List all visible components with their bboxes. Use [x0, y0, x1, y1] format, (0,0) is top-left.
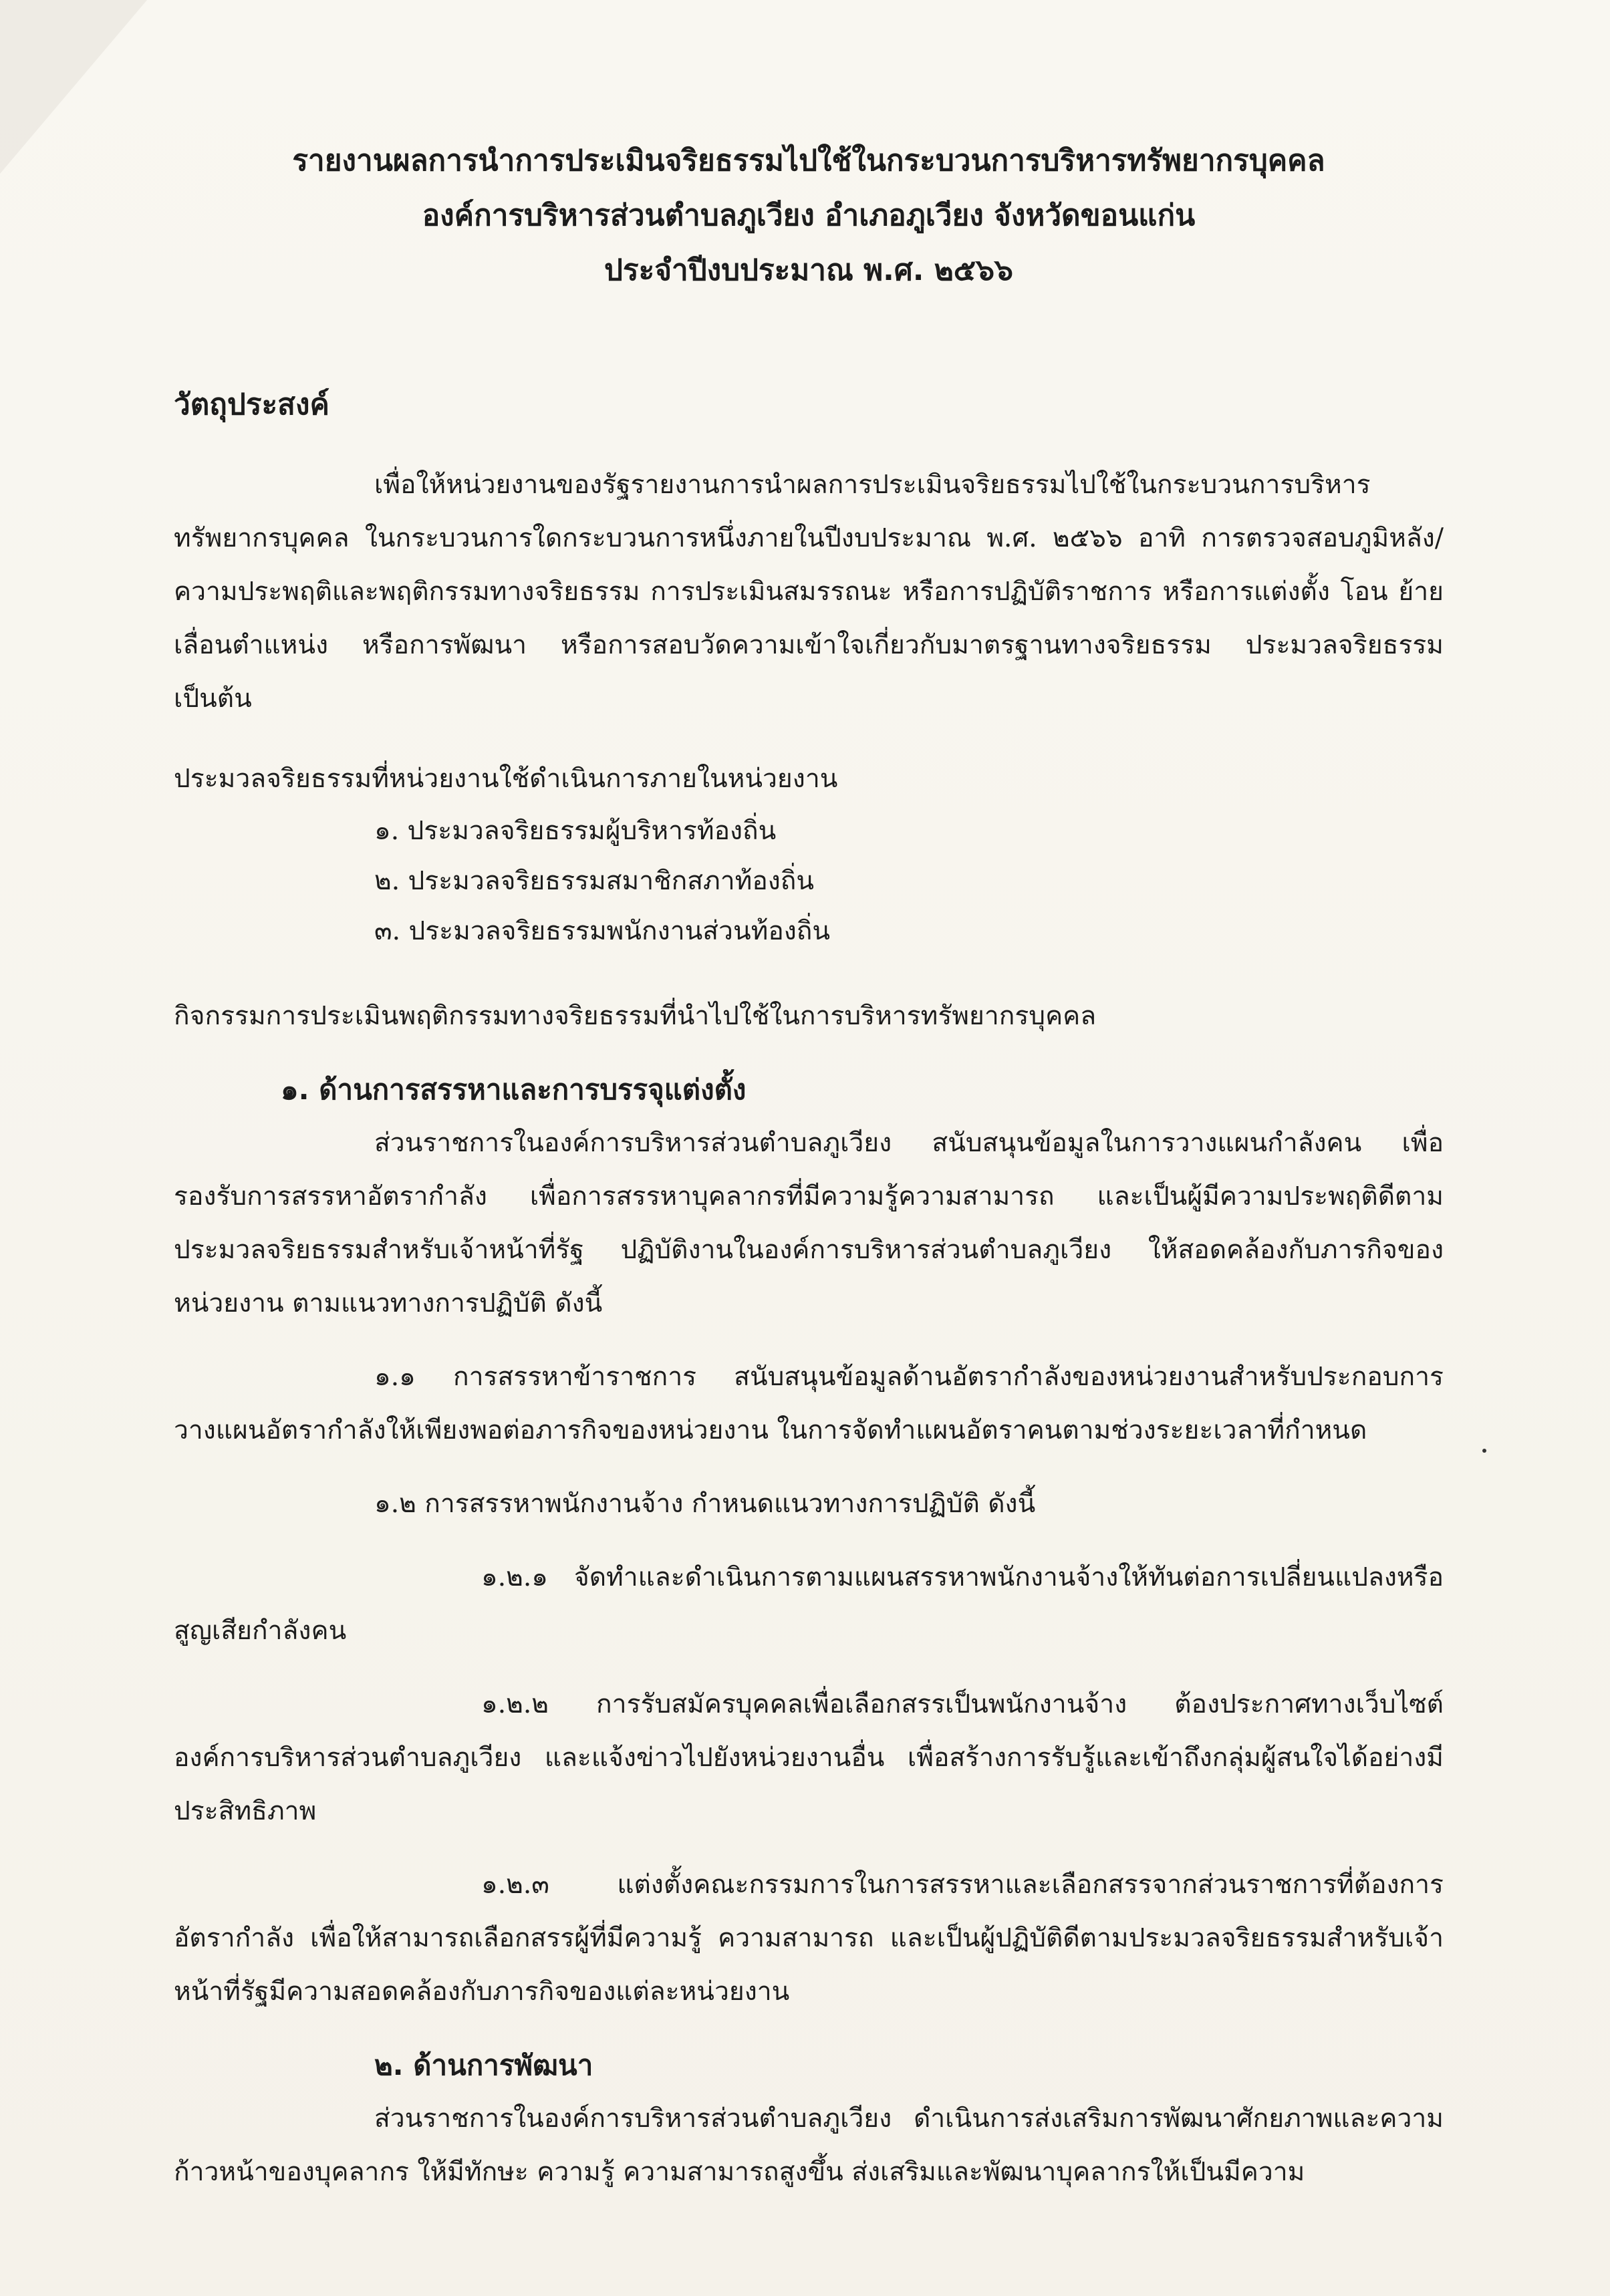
code-item-2: ๒. ประมวลจริยธรรมสมาชิกสภาท้องถิ่น [374, 866, 815, 896]
codes-intro: ประมวลจริยธรรมที่หน่วยงานใช้ดำเนินการภายในหน่วยงาน [174, 764, 838, 794]
section-2-heading: ๒. ด้านการพัฒนา [374, 2049, 593, 2082]
document-title [174, 134, 1444, 298]
section-1-1: ๑.๑ การสรรหาข้าราชการ สนับสนุนข้อมูลด้านอัตรากำลังของหน่วยงานสำหรับประกอบการวางแผนอัตรากำลังให้เพียงพอต่อภารกิจของหน่วยงาน ในการจัดทำแผนอัตราคนตามช่วงระยะเวลาที่กำหนด [174, 1362, 1444, 1445]
section-1-heading: ๑. ด้านการสรรหาและการบรรจุแต่งตั้ง [281, 1073, 747, 1106]
section-1-2-2: ๑.๒.๒ การรับสมัครบุคคลเพื่อเลือกสรรเป็นพนักงานจ้าง ต้องประกาศทางเว็บไซต์องค์การบริหารส่วนตำบลภูเวียง และแจ้งข่าวไปยังหน่วยงานอื่น เพื่อสร้างการรับรู้และเข้าถึงกลุ่มผู้สนใจได้อย่างมีประสิทธิภาพ [174, 1689, 1444, 1826]
section-2-intro: ส่วนราชการในองค์การบริหารส่วนตำบลภูเวียง ดำเนินการส่งเสริมการพัฒนาศักยภาพและความก้าวหน้าของบุคลากร ให้มีทักษะ ความรู้ ความสามารถสูงขึ้น ส่งเสริมและพัฒนาบุคลากรให้เป็นมีความ [174, 2104, 1444, 2187]
title-line-1: รายงานผลการนำการประเมินจริยธรรมไปใช้ในกระบวนการบริหารทรัพยากรบุคคล [292, 144, 1325, 178]
section-1-2-1: ๑.๒.๑ จัดทำและดำเนินการตามแผนสรรหาพนักงานจ้างให้ทันต่อการเปลี่ยนแปลงหรือสูญเสียกำลังคน [174, 1562, 1444, 1646]
page-corner-fold [0, 0, 147, 174]
objective-paragraph: เพื่อให้หน่วยงานของรัฐรายงานการนำผลการประเมินจริยธรรมไปใช้ในกระบวนการบริหารทรัพยากรบุคคล ในกระบวนการใดกระบวนการหนึ่งภายในปีงบประมาณ พ.ศ. ๒๕๖๖ อาทิ การตรวจสอบภูมิหลัง/ความประพฤติและพฤติกรรมทางจริยธรรม การประเมินสมรรถนะ หรือการปฏิบัติราชการ หรือการแต่งตั้ง โอน ย้าย เลื่อนตำแหน่ง หรือการพัฒนา หรือการสอบวัดความเข้าใจเกี่ยวกับมาตรฐานทางจริยธรรม ประมวลจริยธรรม เป็นต้น [174, 470, 1444, 714]
code-item-3: ๓. ประมวลจริยธรรมพนักงานส่วนท้องถิ่น [374, 916, 831, 946]
section-1-intro: ส่วนราชการในองค์การบริหารส่วนตำบลภูเวียง สนับสนุนข้อมูลในการวางแผนกำลังคน เพื่อรองรับการสรรหาอัตรากำลัง เพื่อการสรรหาบุคลากรที่มีความรู้ความสามารถ และเป็นผู้มีความประพฤติดีตามประมวลจริยธรรมสำหรับเจ้าหน้าที่รัฐ ปฏิบัติงานในองค์การบริหารส่วนตำบลภูเวียง ให้สอดคล้องกับภารกิจของหน่วยงาน ตามแนวทางการปฏิบัติ ดังนี้ [174, 1128, 1444, 1318]
activities-intro: กิจกรรมการประเมินพฤติกรรมทางจริยธรรมที่นำไปใช้ในการบริหารทรัพยากรบุคคล [174, 1001, 1097, 1031]
title-line-2: องค์การบริหารส่วนตำบลภูเวียง อำเภอภูเวียง จังหวัดขอนแก่น [422, 198, 1196, 233]
section-1-2: ๑.๒ การสรรหาพนักงานจ้าง กำหนดแนวทางการปฏิบัติ ดังนี้ [374, 1489, 1036, 1519]
section-1-2-3: ๑.๒.๓ แต่งตั้งคณะกรรมการในการสรรหาและเลือกสรรจากส่วนราชการที่ต้องการอัตรากำลัง เพื่อให้สามารถเลือกสรรผู้ที่มีความรู้ ความสามารถ และเป็นผู้ปฏิบัติดีตามประมวลจริยธรรมสำหรับเจ้าหน้าที่รัฐมีความสอดคล้องกับภารกิจของแต่ละหน่วยงาน [174, 1870, 1444, 2007]
title-line-3: ประจำปีงบประมาณ พ.ศ. ๒๕๖๖ [604, 253, 1013, 287]
objective-heading: วัตถุประสงค์ [174, 388, 329, 422]
document-body [174, 134, 1444, 2219]
code-item-1: ๑. ประมวลจริยธรรมผู้บริหารท้องถิ่น [374, 816, 777, 846]
scan-speck [1482, 1449, 1486, 1453]
